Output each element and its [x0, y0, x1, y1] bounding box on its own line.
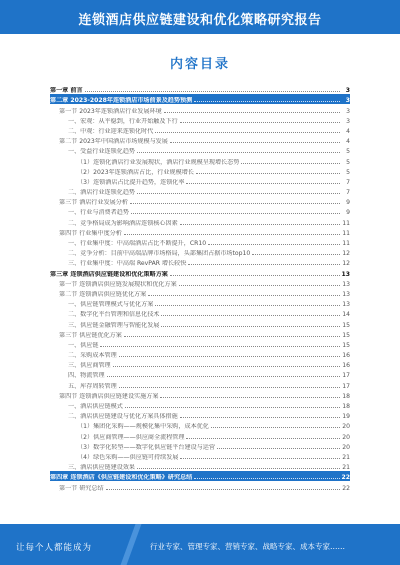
toc-leader-dots	[107, 376, 340, 377]
toc-entry[interactable]	[50, 400, 350, 410]
toc-entry[interactable]	[50, 155, 350, 165]
toc-page-number: 5	[346, 168, 350, 176]
toc-entry-title: 三、供应商管理	[68, 362, 111, 370]
toc-entry[interactable]	[50, 420, 350, 430]
toc-page-number: 3	[345, 97, 350, 105]
toc-entry-title: 第一节 2023年连锁酒店行业发展环境	[59, 107, 162, 115]
toc-entry-title: 二、竞争分析：目前中高端品牌市场格局，头部集团占据市场top10	[68, 250, 251, 258]
toc-leader-dots	[85, 91, 340, 92]
toc-entry[interactable]	[50, 379, 350, 389]
toc-entry[interactable]	[50, 410, 350, 420]
toc-entry[interactable]	[50, 369, 350, 379]
toc-page-number: 3	[346, 117, 350, 125]
toc-leader-dots	[180, 458, 340, 459]
toc-entry[interactable]	[50, 84, 350, 94]
toc-entry-title: 第二章 2023-2028年连锁酒店市场前景及趋势预测	[50, 97, 193, 105]
toc-entry-title: 第三节 酒店行业发展分析	[59, 199, 128, 207]
toc-entry[interactable]	[50, 359, 350, 369]
toc-entry-title: 第一章 前言	[50, 87, 83, 95]
toc-leader-dots	[161, 315, 340, 316]
toc-entry-title: 一、行业与消费者趋势	[68, 209, 129, 217]
toc-entry[interactable]	[50, 461, 350, 471]
toc-leader-dots	[148, 295, 340, 296]
toc-entry[interactable]	[50, 430, 350, 440]
toc-entry-title: 第四节 行业集中度分析	[59, 229, 122, 237]
toc-page-number: 13	[342, 301, 350, 309]
toc-entry[interactable]	[50, 115, 350, 125]
toc-entry[interactable]	[50, 216, 350, 226]
toc-entry-title: 四、物流管理	[68, 372, 105, 380]
toc-page-number: 19	[342, 413, 350, 421]
toc-title: 内容目录	[169, 57, 230, 72]
toc-entry[interactable]	[50, 471, 350, 481]
toc-entry-title: 二、竞争格局成为影响酒店连锁核心因素	[68, 219, 178, 227]
toc-entry-title: 五、库存周转管理	[68, 382, 117, 390]
toc-entry-title: （1）连锁化酒店行业发展现状，酒店行业规模呈现增长态势	[77, 158, 240, 166]
toc-page-number: 22	[342, 484, 350, 492]
toc-page-number: 11	[342, 240, 350, 247]
toc-entry-title: 二、中观：行业迎来连锁化时代	[68, 127, 154, 135]
toc-leader-dots	[170, 275, 340, 276]
toc-leader-dots	[106, 489, 340, 490]
toc-page-number: 18	[342, 392, 350, 400]
header-bar	[0, 0, 400, 34]
toc-leader-dots	[211, 427, 340, 428]
toc-entry[interactable]	[50, 247, 350, 257]
toc-leader-dots	[124, 234, 340, 235]
toc-leader-dots	[180, 122, 340, 123]
toc-entry-title: 三、供应链金融管理与智能化发展	[68, 321, 160, 329]
toc-entry-title: 第三章 连锁酒店供应链建设和优化策略方案	[50, 270, 168, 278]
toc-leader-dots	[155, 132, 340, 133]
toc-leader-dots	[186, 438, 340, 439]
toc-entry-title: 第二节 连锁酒店供应链优化方案	[59, 290, 147, 298]
toc-leader-dots	[208, 244, 340, 245]
toc-leader-dots	[124, 336, 340, 337]
toc-entry-title: 第三节 供应链优化方案	[59, 331, 122, 339]
toc-leader-dots	[130, 203, 340, 204]
toc-leader-dots	[164, 112, 340, 113]
toc-entry-title: 二、酒店供应链建设与优化方案具体措施	[68, 413, 178, 421]
toc-page-number: 18	[342, 403, 350, 410]
toc-page-number: 20	[342, 433, 350, 441]
toc-page-number: 7	[346, 189, 350, 197]
toc-leader-dots	[119, 356, 340, 357]
toc-page-number: 4	[346, 138, 350, 146]
toc-leader-dots	[194, 101, 340, 102]
toc-entry[interactable]	[50, 390, 350, 400]
toc-page-number: 20	[342, 423, 350, 431]
toc-leader-dots	[188, 264, 340, 265]
toc-leader-dots	[194, 478, 340, 479]
toc-page-number: 20	[342, 443, 350, 451]
toc-page-number: 13	[341, 270, 350, 278]
toc-leader-dots	[179, 285, 340, 286]
footer-slogan: 让每个人都能成为	[16, 543, 93, 553]
toc-page-number: 21	[342, 453, 350, 461]
footer-tagline: 行业专家、管理专家、营销专家、战略专家、成本专家……	[150, 542, 345, 551]
toc-leader-dots	[137, 152, 340, 153]
toc-leader-dots	[113, 366, 340, 367]
toc-entry-title: （2）供应商管理——供应商全流程管理	[77, 433, 185, 441]
toc-entry-title: 第四章 连锁酒店《供应链建设和优化策略》研究总结	[50, 474, 193, 482]
toc-page-number: 15	[342, 341, 350, 349]
toc-entry-title: 二、数字化平台管理和信息化技术	[68, 311, 160, 319]
toc-leader-dots	[217, 448, 340, 449]
toc-leader-dots	[186, 183, 340, 184]
toc-page-number: 3	[345, 87, 350, 95]
toc-leader-dots	[119, 387, 340, 388]
toc-entry[interactable]	[50, 288, 350, 298]
toc-leader-dots	[196, 173, 340, 174]
toc-entry[interactable]	[50, 481, 350, 491]
toc-entry[interactable]	[50, 267, 350, 277]
toc-leader-dots	[252, 254, 340, 255]
toc-page-number: 17	[342, 382, 350, 390]
toc-page-number: 11	[342, 229, 350, 237]
toc-entry[interactable]	[50, 166, 350, 176]
toc-page-number: 16	[342, 352, 350, 360]
toc-page-number: 21	[342, 464, 350, 472]
toc-leader-dots	[160, 397, 340, 398]
toc-page-number: 9	[346, 209, 350, 217]
toc-page-number: 16	[342, 362, 350, 370]
toc-page-number: 15	[342, 331, 350, 339]
toc-entry-title: （3）连锁酒店占比提升趋势，连锁化率	[77, 178, 185, 186]
toc-page-number: 4	[346, 127, 350, 135]
toc-entry-title: 一、酒店供应链模式	[68, 403, 123, 410]
toc-page-number: 11	[342, 219, 350, 227]
toc-entry[interactable]	[50, 329, 350, 339]
toc-entry-title: 第一节 连锁酒店供应链发展现状和优化方案	[59, 280, 177, 288]
toc-entry[interactable]	[50, 104, 350, 114]
toc-page-number: 13	[342, 290, 350, 298]
toc-entry[interactable]	[50, 145, 350, 155]
table-of-contents	[50, 84, 350, 492]
toc-entry[interactable]	[50, 257, 350, 267]
toc-entry-title: 一、宏观：从平稳到，行业开始触及下行	[68, 117, 178, 125]
toc-page-number: 3	[346, 107, 350, 115]
toc-page-number: 13	[342, 280, 350, 288]
toc-entry[interactable]	[50, 237, 350, 247]
toc-entry-title: 一、供应链管理模式与优化方案	[68, 301, 154, 309]
toc-entry[interactable]	[50, 339, 350, 349]
toc-page-number: 12	[342, 260, 350, 268]
toc-page-number: 12	[342, 250, 350, 258]
toc-entry[interactable]	[50, 125, 350, 135]
toc-leader-dots	[100, 346, 340, 347]
toc-entry[interactable]	[50, 176, 350, 186]
toc-leader-dots	[161, 326, 340, 327]
toc-page-number: 5	[346, 158, 350, 166]
toc-entry-title: 第一节 研究总结	[59, 484, 104, 492]
toc-leader-dots	[241, 163, 340, 164]
toc-leader-dots	[137, 468, 340, 469]
toc-page-number: 14	[342, 311, 350, 319]
toc-entry-title: 第四节 连锁酒店供应链建设实施方案	[59, 392, 159, 400]
toc-page-number: 17	[342, 372, 350, 380]
toc-page-number: 5	[346, 148, 350, 156]
toc-entry[interactable]	[50, 135, 350, 145]
toc-leader-dots	[137, 193, 340, 194]
toc-entry[interactable]	[50, 441, 350, 451]
toc-leader-dots	[180, 224, 340, 225]
toc-entry-title: 一、供应链	[68, 341, 99, 349]
toc-entry-title: 一、行业集中度：中高端酒店占比不断提升，CR10	[68, 240, 207, 247]
toc-entry[interactable]	[50, 308, 350, 318]
toc-entry[interactable]	[50, 349, 350, 359]
toc-entry-title: （3）数字化转型——数字化供应链平台建设与运营	[77, 443, 215, 451]
toc-entry-title: 二、采购成本管理	[68, 352, 117, 360]
toc-leader-dots	[125, 407, 340, 408]
toc-entry[interactable]	[50, 451, 350, 461]
document-title: 连锁酒店供应链建设和优化策略研究报告	[78, 13, 322, 28]
toc-entry-title: 二、酒店行业连锁化趋势	[68, 189, 136, 197]
toc-entry-title: 三、行业集中度：中高端 RevPAR 增长较快	[68, 260, 187, 268]
toc-entry-title: 三、酒店供应链建设效果	[68, 464, 136, 472]
toc-entry-title: （1）集团化采购——规模化集中采购，成本优化	[77, 423, 209, 431]
toc-page-number: 9	[346, 199, 350, 207]
toc-entry[interactable]	[50, 206, 350, 216]
toc-entry[interactable]	[50, 94, 350, 104]
toc-page-number: 15	[342, 321, 350, 329]
toc-entry[interactable]	[50, 298, 350, 308]
toc-page-number: 22	[341, 474, 350, 482]
toc-entry-title: （2）2023年连锁酒店占比，行业规模增长	[77, 168, 194, 176]
toc-entry[interactable]	[50, 196, 350, 206]
toc-entry-title: 一、受益行业连锁化趋势	[68, 148, 136, 156]
toc-entry-title: （4）绿色采购——供应链可持续发展	[77, 453, 179, 461]
toc-entry[interactable]	[50, 278, 350, 288]
toc-entry[interactable]	[50, 318, 350, 328]
toc-page-number: 7	[346, 178, 350, 186]
toc-entry-title: 第二节 2023年中国酒店市场规模与发展	[59, 138, 168, 146]
toc-entry[interactable]	[50, 186, 350, 196]
toc-leader-dots	[170, 142, 340, 143]
toc-entry[interactable]	[50, 227, 350, 237]
toc-leader-dots	[180, 417, 340, 418]
toc-leader-dots	[131, 213, 340, 214]
toc-leader-dots	[155, 305, 340, 306]
